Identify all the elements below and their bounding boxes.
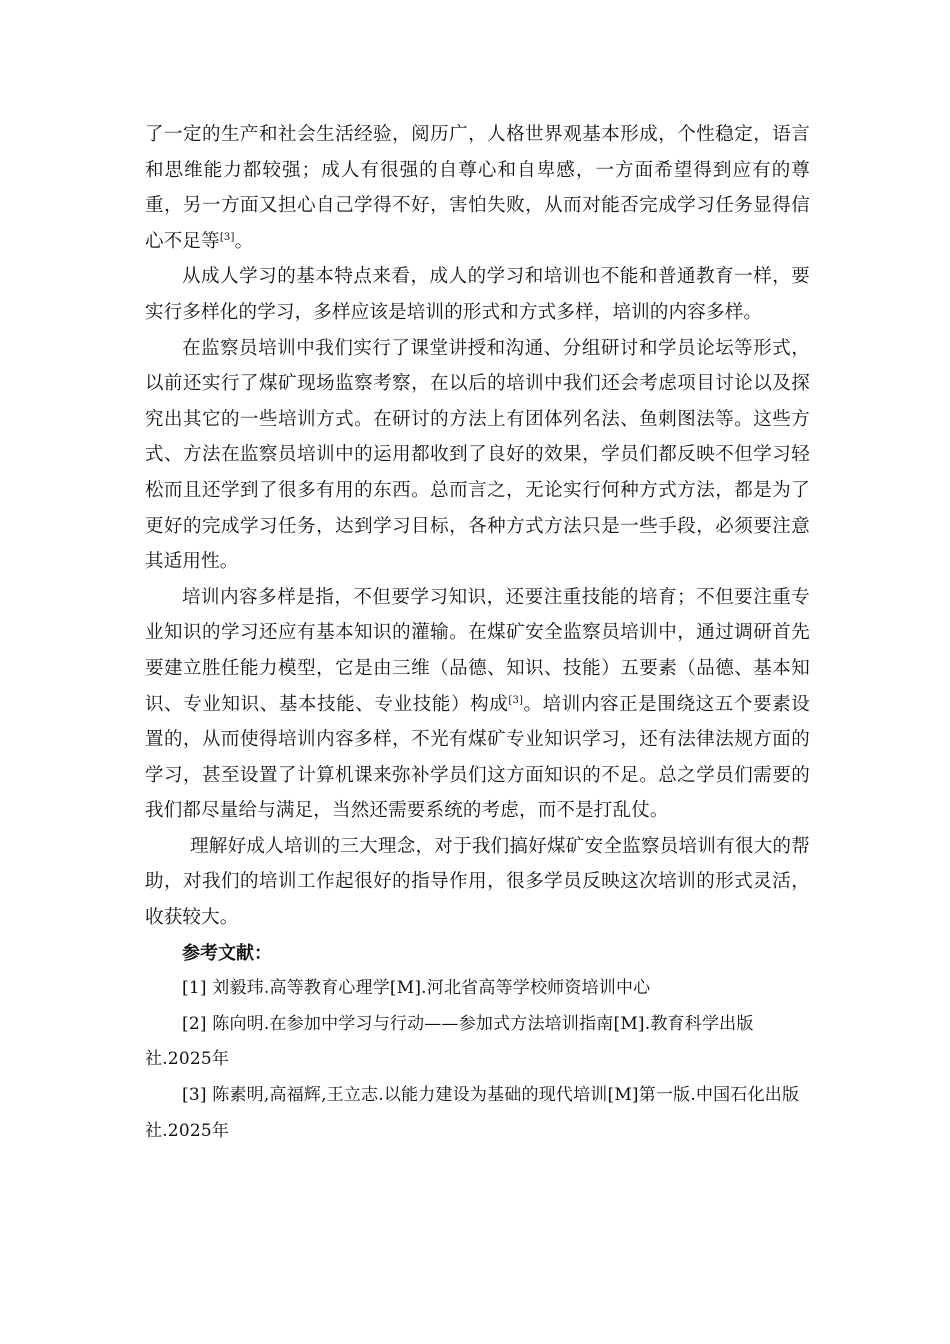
paragraph-4-text-a: 培训内容多样是指，不但要学习知识，还要注重技能的培育；不但要注重专业知识的学习还应有基本知识的灌输。在煤矿安全监察员培训中，通过调研首先要建立胜任能力模型，它是由三维（品德、知识、技能）五要素（品德、基本知识、专业知识、基本技能、专业技能）构成 (145, 586, 810, 715)
paragraph-4 (145, 580, 810, 829)
reference-item-1: [1] 刘毅玮.高等教育心理学[M].河北省高等学校师资培训中心 (182, 978, 651, 999)
paragraph-2: 从成人学习的基本特点来看，成人的学习和培训也不能和普通教育一样，要实行多样化的学习，多样应该是培训的形式和方式多样，培训的内容多样。 (145, 266, 810, 323)
paragraph-1-end: 。 (234, 230, 254, 252)
reference-item-2: [2] 陈向明.在参加中学习与行动——参加式方法培训指南[M].教育科学出版社.2025年 (145, 1013, 754, 1070)
document-body (145, 117, 810, 1149)
paragraph-3: 在监察员培训中我们实行了课堂讲授和沟通、分组研讨和学员论坛等形式，以前还实行了煤矿现场监察考察，在以后的培训中我们还会考虑项目讨论以及探究出其它的一些培训方式。在研讨的方法上有团体列名法、鱼刺图法等。这些方式、方法在监察员培训中的运用都收到了良好的效果，学员们都反映不但学习轻松而且还学到了很多有用的东西。总而言之，无论实行何种方式方法，都是为了更好的完成学习任务，达到学习目标，各种方式方法只是一些手段，必须要注意其适用性。 (145, 337, 810, 573)
references-heading: 参考文献： (182, 942, 272, 964)
paragraph-4-text-b: 。培训内容正是围绕这五个要素设置的，从而使得培训内容多样，不光有煤矿专业知识学习，还有法律法规方面的学习，甚至设置了计算机课来弥补学员们这方面知识的不足。总之学员们需要的我们都尽量给与满足，当然还需要系统的考虑，而不是打乱仗。 (145, 693, 810, 822)
reference-item-3: [3] 陈素明,高福辉,王立志.以能力建设为基础的现代培训[M]第一版.中国石化出版社.2025年 (145, 1085, 800, 1141)
paragraph-5: 理解好成人培训的三大理念，对于我们搞好煤矿安全监察员培训有很大的帮助，对我们的培训工作起很好的指导作用，很多学员反映这次培训的形式灵活，收获较大。 (145, 835, 810, 929)
citation-3: [3] (219, 231, 235, 243)
paragraph-1 (145, 117, 810, 259)
citation-3: [3] (508, 694, 524, 706)
paragraph-1-text: 了一定的生产和社会生活经验，阅历广，人格世界观基本形成，个性稳定，语言和思维能力都较强；成人有很强的自尊心和自卑感，一方面希望得到应有的尊重，另一方面又担心自己学得不好，害怕失败，从而对能否完成学习任务显得信心不足等 (145, 124, 810, 252)
